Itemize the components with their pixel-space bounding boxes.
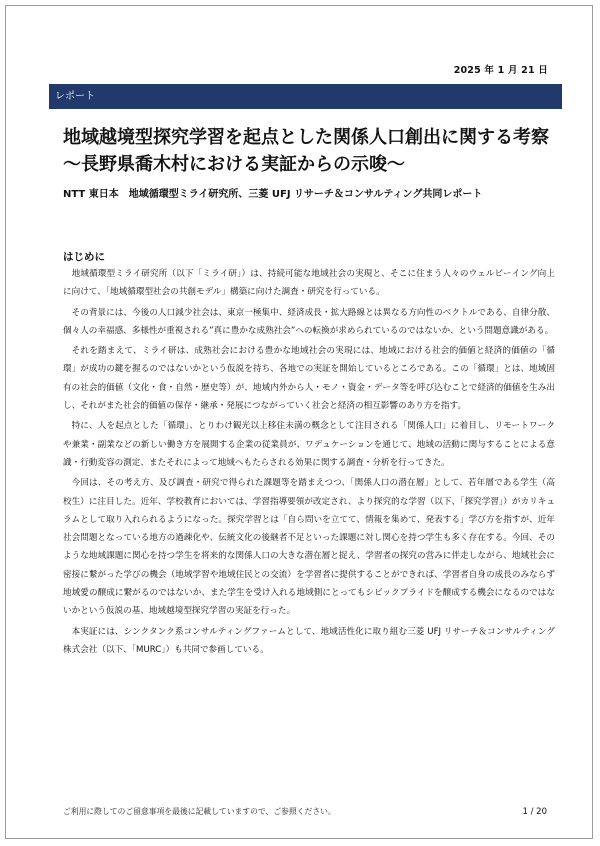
category-label: レポート xyxy=(55,91,95,102)
section-heading: はじめに xyxy=(63,251,105,263)
paragraph: 今回は、その考え方、及び調査・研究で得られた課題等を踏まえつつ、「関係人口の潜在層」として、若年層である学生（高校生）に注目した。近年、学校教育においては、学習指導要領が改定され、より探究的な学習（以下、「探究学習」）がカリキュラムとして取り入れられるようになった。探究学習とは「自ら問いを立てて、情報を集めて、発表する」学び方を指すが、近年社会問題となっている地方の過疎化や、伝統文化の後継者不足といった課題に対し関心を持つ学生も多く存在する。今回、そのような地域課題に関心を持つ学生を将来的な関係人口の大きな潜在層と捉え、学習者の探究の営みに伴走しながら、地域社会に密接に繋がった学びの機会（地域学習や地域住民との交流）を学習者に提供することができれば、学習者自身の成長のみならず地域愛の醸成に繋がるのではないか、また学生を受け入れる地域側にとってもシビックプライドを醸成する機会になるのではないかという仮説の基、地域越境型探究学習の実証を行った。 xyxy=(63,478,555,617)
paragraph: それを踏まえて、ミライ研は、成熟社会における豊かな地域社会の実現には、地域における社会的価値と経済的価値の「循環」が成功の鍵を握るのではないかという仮説を持ち、各地での実証を開始しているところである。この「循環」とは、地域固有の社会的価値（文化・食・自然・歴史等）が、地域内外から人・モノ・資金・データ等を呼び込むことで経済的価値を生み出し、それがまた社会的価値の保存・継承・発展につながっていく社会と経済の相互影響のあり方を指す。 xyxy=(63,346,555,412)
paragraph: 地域循環型ミライ研究所（以下「ミライ研」）は、持続可能な地域社会の実現と、そこに住まう人々のウェルビーイング向上に向けて、「地域循環型社会の共創モデル」構築に向けた調査・研究を行っている。 xyxy=(63,269,555,298)
footer-note: ご利用に際してのご留意事項を最後に記載していますので、ご参照ください。 xyxy=(63,807,336,816)
report-date: 2025 年 1 月 21 日 xyxy=(453,65,548,76)
paragraph: その背景には、今後の人口減少社会は、東京一極集中、経済成長・拡大路線とは異なる方向性のベクトルである、自律分散、個々人の幸福感、多様性が重視される”真に豊かな成熟社会”への転換が求められているのではないか、という問題意識がある。 xyxy=(63,307,555,336)
paragraph: 特に、人を起点とした「循環」、とりわけ観光以上移住未満の概念として注目される「関係人口」に着目し、リモートワークや兼業・副業などの新しい働き方を展開する企業の従業員が、ワデュケーションを通じて、地域の活動に関与することによる意識・行動変容の測定、またそれによって地域へもたらされる効果に関する調査・分析を行ってきた。 xyxy=(63,421,555,468)
document-page xyxy=(5,5,593,839)
category-banner xyxy=(49,84,562,109)
report-authors: NTT 東日本 地域循環型ミライ研究所、三菱 UFJ リサーチ＆コンサルティング共同レポート xyxy=(63,189,483,200)
section-body xyxy=(63,265,555,661)
paragraph: 本実証には、シンクタンク系コンサルティングファームとして、地域活性化に取り組む三菱 UFJ リサーチ＆コンサルティング株式会社（以下、「MURC」）も共同で参画している。 xyxy=(63,626,555,655)
page-number: 1 / 20 xyxy=(522,807,547,817)
report-title: 地域越境型探究学習を起点とした関係人口創出に関する考察 ～長野県喬木村における実証からの示唆～ xyxy=(63,127,549,175)
